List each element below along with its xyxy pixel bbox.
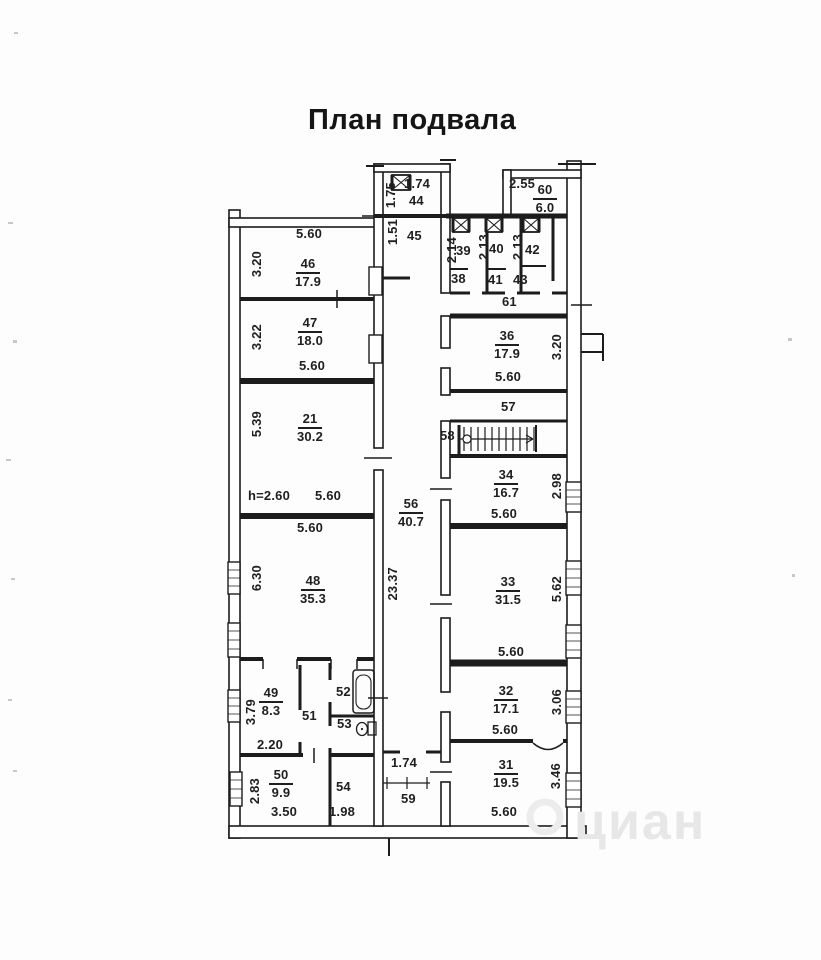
room-45-number: 45 (407, 228, 422, 243)
room-43-number: 43 (513, 272, 528, 287)
dim-48-width: 5.60 (297, 520, 324, 535)
vent-shaft-icon (486, 218, 502, 232)
room-32-area: 17.1 (492, 701, 520, 717)
wall-left (229, 210, 240, 838)
room-36-label (485, 329, 529, 362)
room-31-area: 19.5 (492, 775, 520, 791)
dim-40-height: 2.13 (476, 234, 491, 261)
room-46-label (286, 257, 330, 290)
dim-32-width: 5.60 (492, 722, 519, 737)
scan-noise (8, 699, 12, 701)
watermark: циан (574, 793, 707, 851)
room-34-number: 34 (494, 468, 519, 485)
room-44-number: 44 (409, 193, 424, 208)
room-31-number: 31 (494, 758, 519, 775)
dim-56-length: 23.37 (385, 567, 400, 601)
scan-noise (8, 222, 13, 224)
dim-21-width: 5.60 (315, 488, 342, 503)
staircase-icon (458, 427, 534, 451)
wall-corridor-right (441, 618, 450, 692)
window-symbol (566, 691, 581, 723)
window-symbol (228, 690, 240, 722)
wall-corridor-right (441, 368, 450, 395)
dim-50-width: 3.50 (271, 804, 298, 819)
dim-48-height: 6.30 (249, 565, 264, 592)
dim-34-width: 5.60 (491, 506, 518, 521)
scan-noise (14, 32, 18, 34)
room-46-number: 46 (296, 257, 321, 274)
room-50-number: 50 (269, 768, 294, 785)
window-symbol (566, 482, 581, 512)
room-60-label (527, 183, 563, 216)
dim-46-height: 3.20 (249, 251, 264, 278)
room-48-number: 48 (301, 574, 326, 591)
door-arc (533, 743, 563, 750)
dim-33-height: 5.62 (549, 576, 564, 603)
room-47-number: 47 (298, 316, 323, 333)
room-53-number: 53 (337, 716, 352, 731)
room-36-number: 36 (495, 329, 520, 346)
wall-corridor-left-upper (374, 164, 383, 448)
room-47-area: 18.0 (296, 333, 324, 349)
dim-42-height: 2.13 (510, 234, 525, 261)
room-36-area: 17.9 (493, 346, 521, 362)
vent-shaft-icon (523, 218, 539, 232)
room-49-area: 8.3 (261, 703, 281, 719)
room-32-label (484, 684, 528, 717)
room-47-label (288, 316, 332, 349)
wall-corridor-right (441, 316, 450, 348)
dim-45-height: 1.51 (385, 219, 400, 246)
scan-noise (788, 338, 792, 341)
room-48-label (291, 574, 335, 607)
room-52-number: 52 (336, 684, 351, 699)
dim-54-width: 1.98 (329, 804, 356, 819)
room-33-label (486, 575, 530, 608)
room-60-area: 6.0 (535, 200, 555, 216)
room-48-area: 35.3 (299, 591, 327, 607)
window-symbol (566, 561, 581, 595)
room-34-area: 16.7 (492, 485, 520, 501)
dim-31-width: 5.60 (491, 804, 518, 819)
room-59-number: 59 (401, 791, 416, 806)
room-33-area: 31.5 (494, 592, 522, 608)
vent-shaft-icon (453, 218, 469, 232)
dim-49-height: 3.79 (243, 699, 258, 726)
wall-corridor-right (441, 500, 450, 595)
dim-59-width: 1.74 (391, 755, 418, 770)
dim-44-height: 1.75 (383, 182, 398, 209)
room-38-number: 38 (451, 271, 466, 286)
room-21-number: 21 (298, 412, 323, 429)
wall-corridor-right (441, 712, 450, 762)
dim-32-height: 3.06 (549, 689, 564, 716)
scan-noise (13, 340, 17, 343)
page-title: План подвала (308, 104, 517, 136)
room-31-label (484, 758, 528, 791)
dim-31-height: 3.46 (548, 763, 563, 790)
scan-noise (13, 770, 17, 772)
room-56-area: 40.7 (397, 514, 425, 530)
room-54-number: 54 (336, 779, 351, 794)
dim-47-height: 3.22 (249, 324, 264, 351)
room-32-number: 32 (494, 684, 519, 701)
dim-33-width: 5.60 (498, 644, 525, 659)
toilet-icon (357, 722, 377, 736)
scan-noise (792, 574, 795, 577)
dim-47-width: 5.60 (299, 358, 326, 373)
dim-46-width: 5.60 (296, 226, 323, 241)
dim-49-width: 2.20 (257, 737, 284, 752)
room-49-number: 49 (259, 686, 284, 703)
dim-36-width: 5.60 (495, 369, 522, 384)
room-34-label (484, 468, 528, 501)
room-58-number: 58 (440, 428, 455, 443)
room-46-area: 17.9 (294, 274, 322, 290)
wall-corridor-right (441, 782, 450, 826)
scan-noise (6, 459, 11, 461)
room-50-area: 9.9 (271, 785, 291, 801)
dim-21-height: 5.39 (249, 411, 264, 438)
window-symbol (228, 623, 240, 657)
room-50-label (261, 768, 301, 801)
room-56-number: 56 (399, 497, 424, 514)
window-symbol (228, 562, 240, 594)
room-60-number: 60 (533, 183, 558, 200)
dim-60-width: 2.55 (509, 176, 536, 191)
dim-34-height: 2.98 (549, 473, 564, 500)
room-39-number: 39 (456, 243, 471, 258)
room-51-number: 51 (302, 708, 317, 723)
dim-44-width: 1.74 (404, 176, 431, 191)
window-symbol (566, 625, 581, 658)
room-21-area: 30.2 (296, 429, 324, 445)
wall-corridor-right (441, 164, 450, 293)
room-33-number: 33 (496, 575, 521, 592)
room-61-number: 61 (502, 294, 517, 309)
window-symbol (230, 772, 242, 806)
dim-50-height: 2.83 (247, 778, 262, 805)
room-42-number: 42 (525, 242, 540, 257)
dim-36-height: 3.20 (549, 334, 564, 361)
dim-39-height: 2.14 (444, 237, 459, 264)
scan-noise (11, 578, 15, 580)
room-21-label (288, 412, 332, 445)
room-57-number: 57 (501, 399, 516, 414)
wall-corridor-left-lower (374, 470, 383, 826)
room-40-number: 40 (489, 241, 504, 256)
ceiling-height-label: h=2.60 (248, 488, 291, 503)
room-56-label (390, 497, 432, 530)
wall-shaft-top (374, 164, 450, 172)
room-41-number: 41 (488, 272, 503, 287)
bathtub-icon (353, 670, 374, 713)
